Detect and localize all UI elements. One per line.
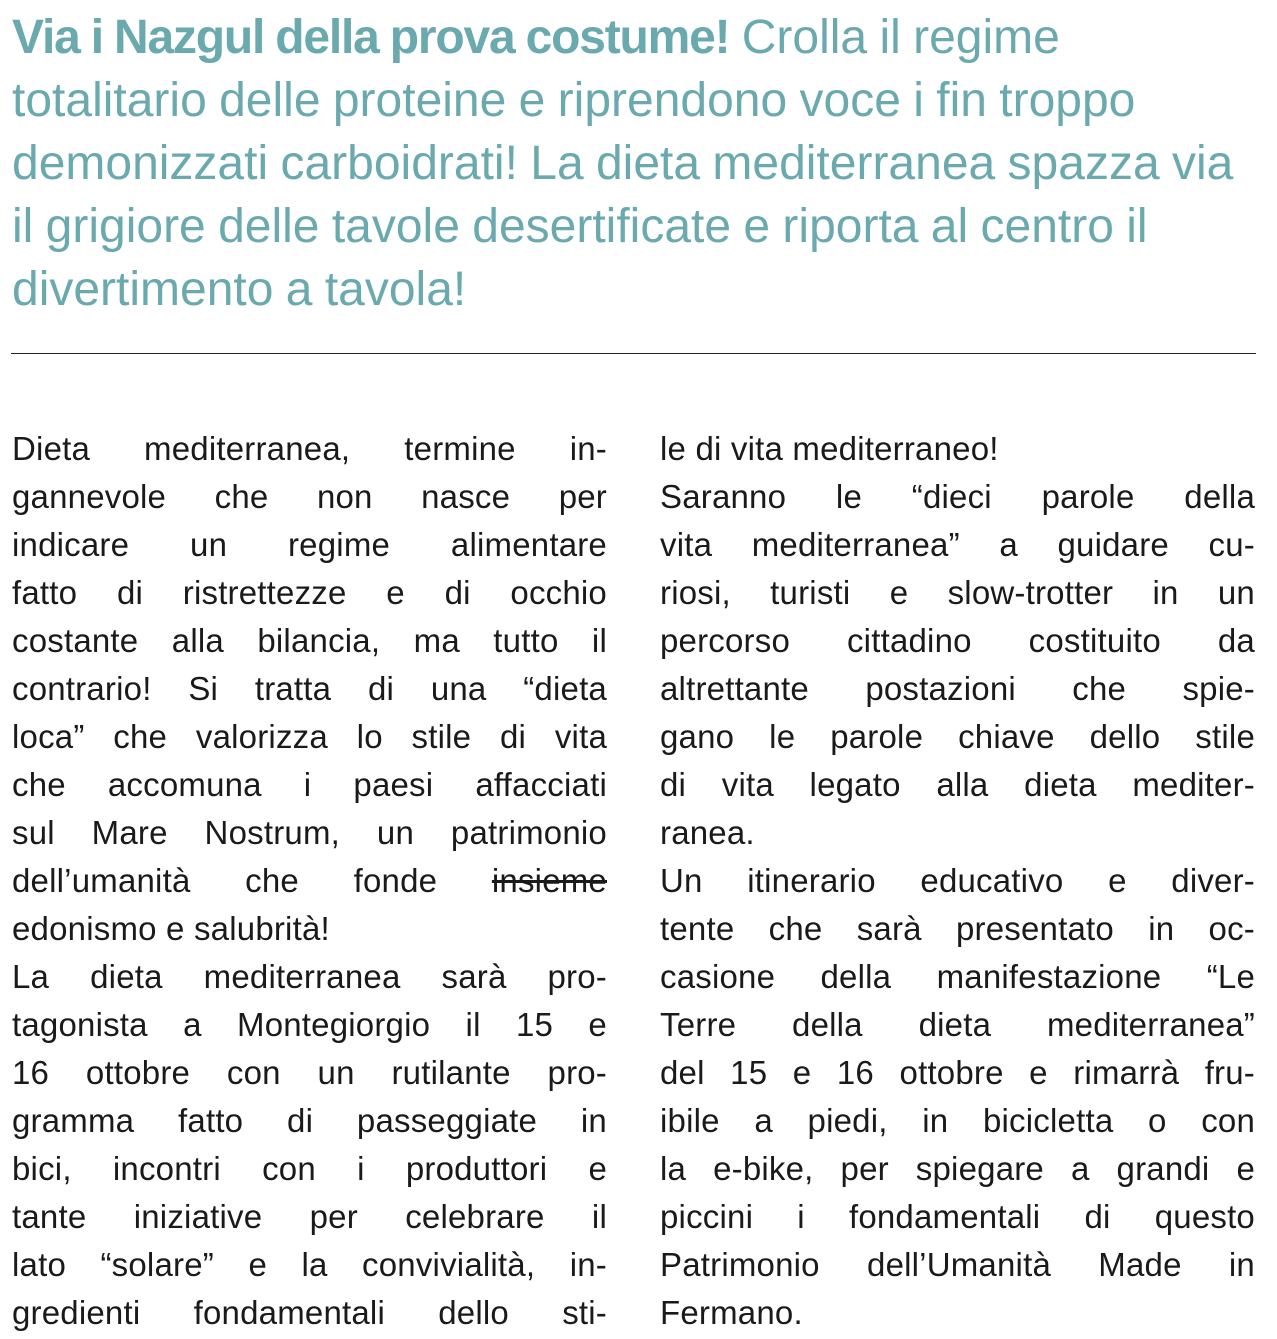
body-line: gannevole che non nasce per xyxy=(12,478,607,515)
body-line: Un itinerario educativo e diver- xyxy=(660,862,1255,899)
left-column xyxy=(12,425,607,1337)
body-line: la e-bike, per spiegare a grandi e xyxy=(660,1150,1255,1187)
divider xyxy=(11,353,1256,354)
body-line: tante iniziative per celebrare il xyxy=(12,1198,607,1235)
body-line: altrettante postazioni che spie- xyxy=(660,670,1255,707)
headline-rest: Crolla il regime totalitario delle proteine e riprendono voce i fin troppo demonizzati carboidrati! La dieta mediterranea spazza via il grigiore delle tavole desertificate e riporta al centro il divertimento a tavola! xyxy=(12,11,1234,316)
body-line: di vita legato alla dieta mediter- xyxy=(660,766,1255,803)
body-line: che accomuna i paesi affacciati xyxy=(12,766,607,803)
body-line: Saranno le “dieci parole della xyxy=(660,478,1255,515)
body-line: gramma fatto di passeggiate in xyxy=(12,1102,607,1139)
body-line: sul Mare Nostrum, un patrimonio xyxy=(12,814,607,851)
body-line: bici, incontri con i produttori e xyxy=(12,1150,607,1187)
body-text: dell’umanità che fonde xyxy=(12,862,492,899)
body-line: ibile a piedi, in bicicletta o con xyxy=(660,1102,1255,1139)
body-line: gano le parole chiave dello stile xyxy=(660,718,1255,755)
paragraph-end-line: edonismo e salubrità! xyxy=(12,910,330,947)
body-line: Dieta mediterranea, termine in- xyxy=(12,430,607,467)
body-line: 16 ottobre con un rutilante pro- xyxy=(12,1054,607,1091)
body-line: vita mediterranea” a guidare cu- xyxy=(660,526,1255,563)
body-line: riosi, turisti e slow-trotter in un xyxy=(660,574,1255,611)
right-column xyxy=(660,425,1255,1337)
body-line: lato “solare” e la convivialità, in- xyxy=(12,1246,607,1283)
headline-lead: Via i Nazgul della prova costume! xyxy=(12,11,730,64)
body-line: tagonista a Montegiorgio il 15 e xyxy=(12,1006,607,1043)
body-line: costante alla bilancia, ma tutto il xyxy=(12,622,607,659)
body-line: Terre della dieta mediterranea” xyxy=(660,1006,1255,1043)
body-line: fatto di ristrettezze e di occhio xyxy=(12,574,607,611)
paragraph-end-line: ranea. xyxy=(660,814,755,851)
body-line: casione della manifestazione “Le xyxy=(660,958,1255,995)
body-line: loca” che valorizza lo stile di vita xyxy=(12,718,607,755)
body-line: piccini i fondamentali di questo xyxy=(660,1198,1255,1235)
body-line: gredienti fondamentali dello sti- xyxy=(12,1294,607,1331)
paragraph-end-line: Fermano. xyxy=(660,1294,803,1331)
body-line: percorso cittadino costituito da xyxy=(660,622,1255,659)
struck-word: insieme xyxy=(491,862,607,899)
body-line: Patrimonio dell’Umanità Made in xyxy=(660,1246,1255,1283)
body-line xyxy=(12,857,607,905)
body-line: del 15 e 16 ottobre e rimarrà fru- xyxy=(660,1054,1255,1091)
body-line: La dieta mediterranea sarà pro- xyxy=(12,958,607,995)
body-line: indicare un regime alimentare xyxy=(12,526,607,563)
headline xyxy=(12,6,1257,321)
body-line: contrario! Si tratta di una “dieta xyxy=(12,670,607,707)
paragraph-end-line: le di vita mediterraneo! xyxy=(660,430,999,467)
body-line: tente che sarà presentato in oc- xyxy=(660,910,1255,947)
